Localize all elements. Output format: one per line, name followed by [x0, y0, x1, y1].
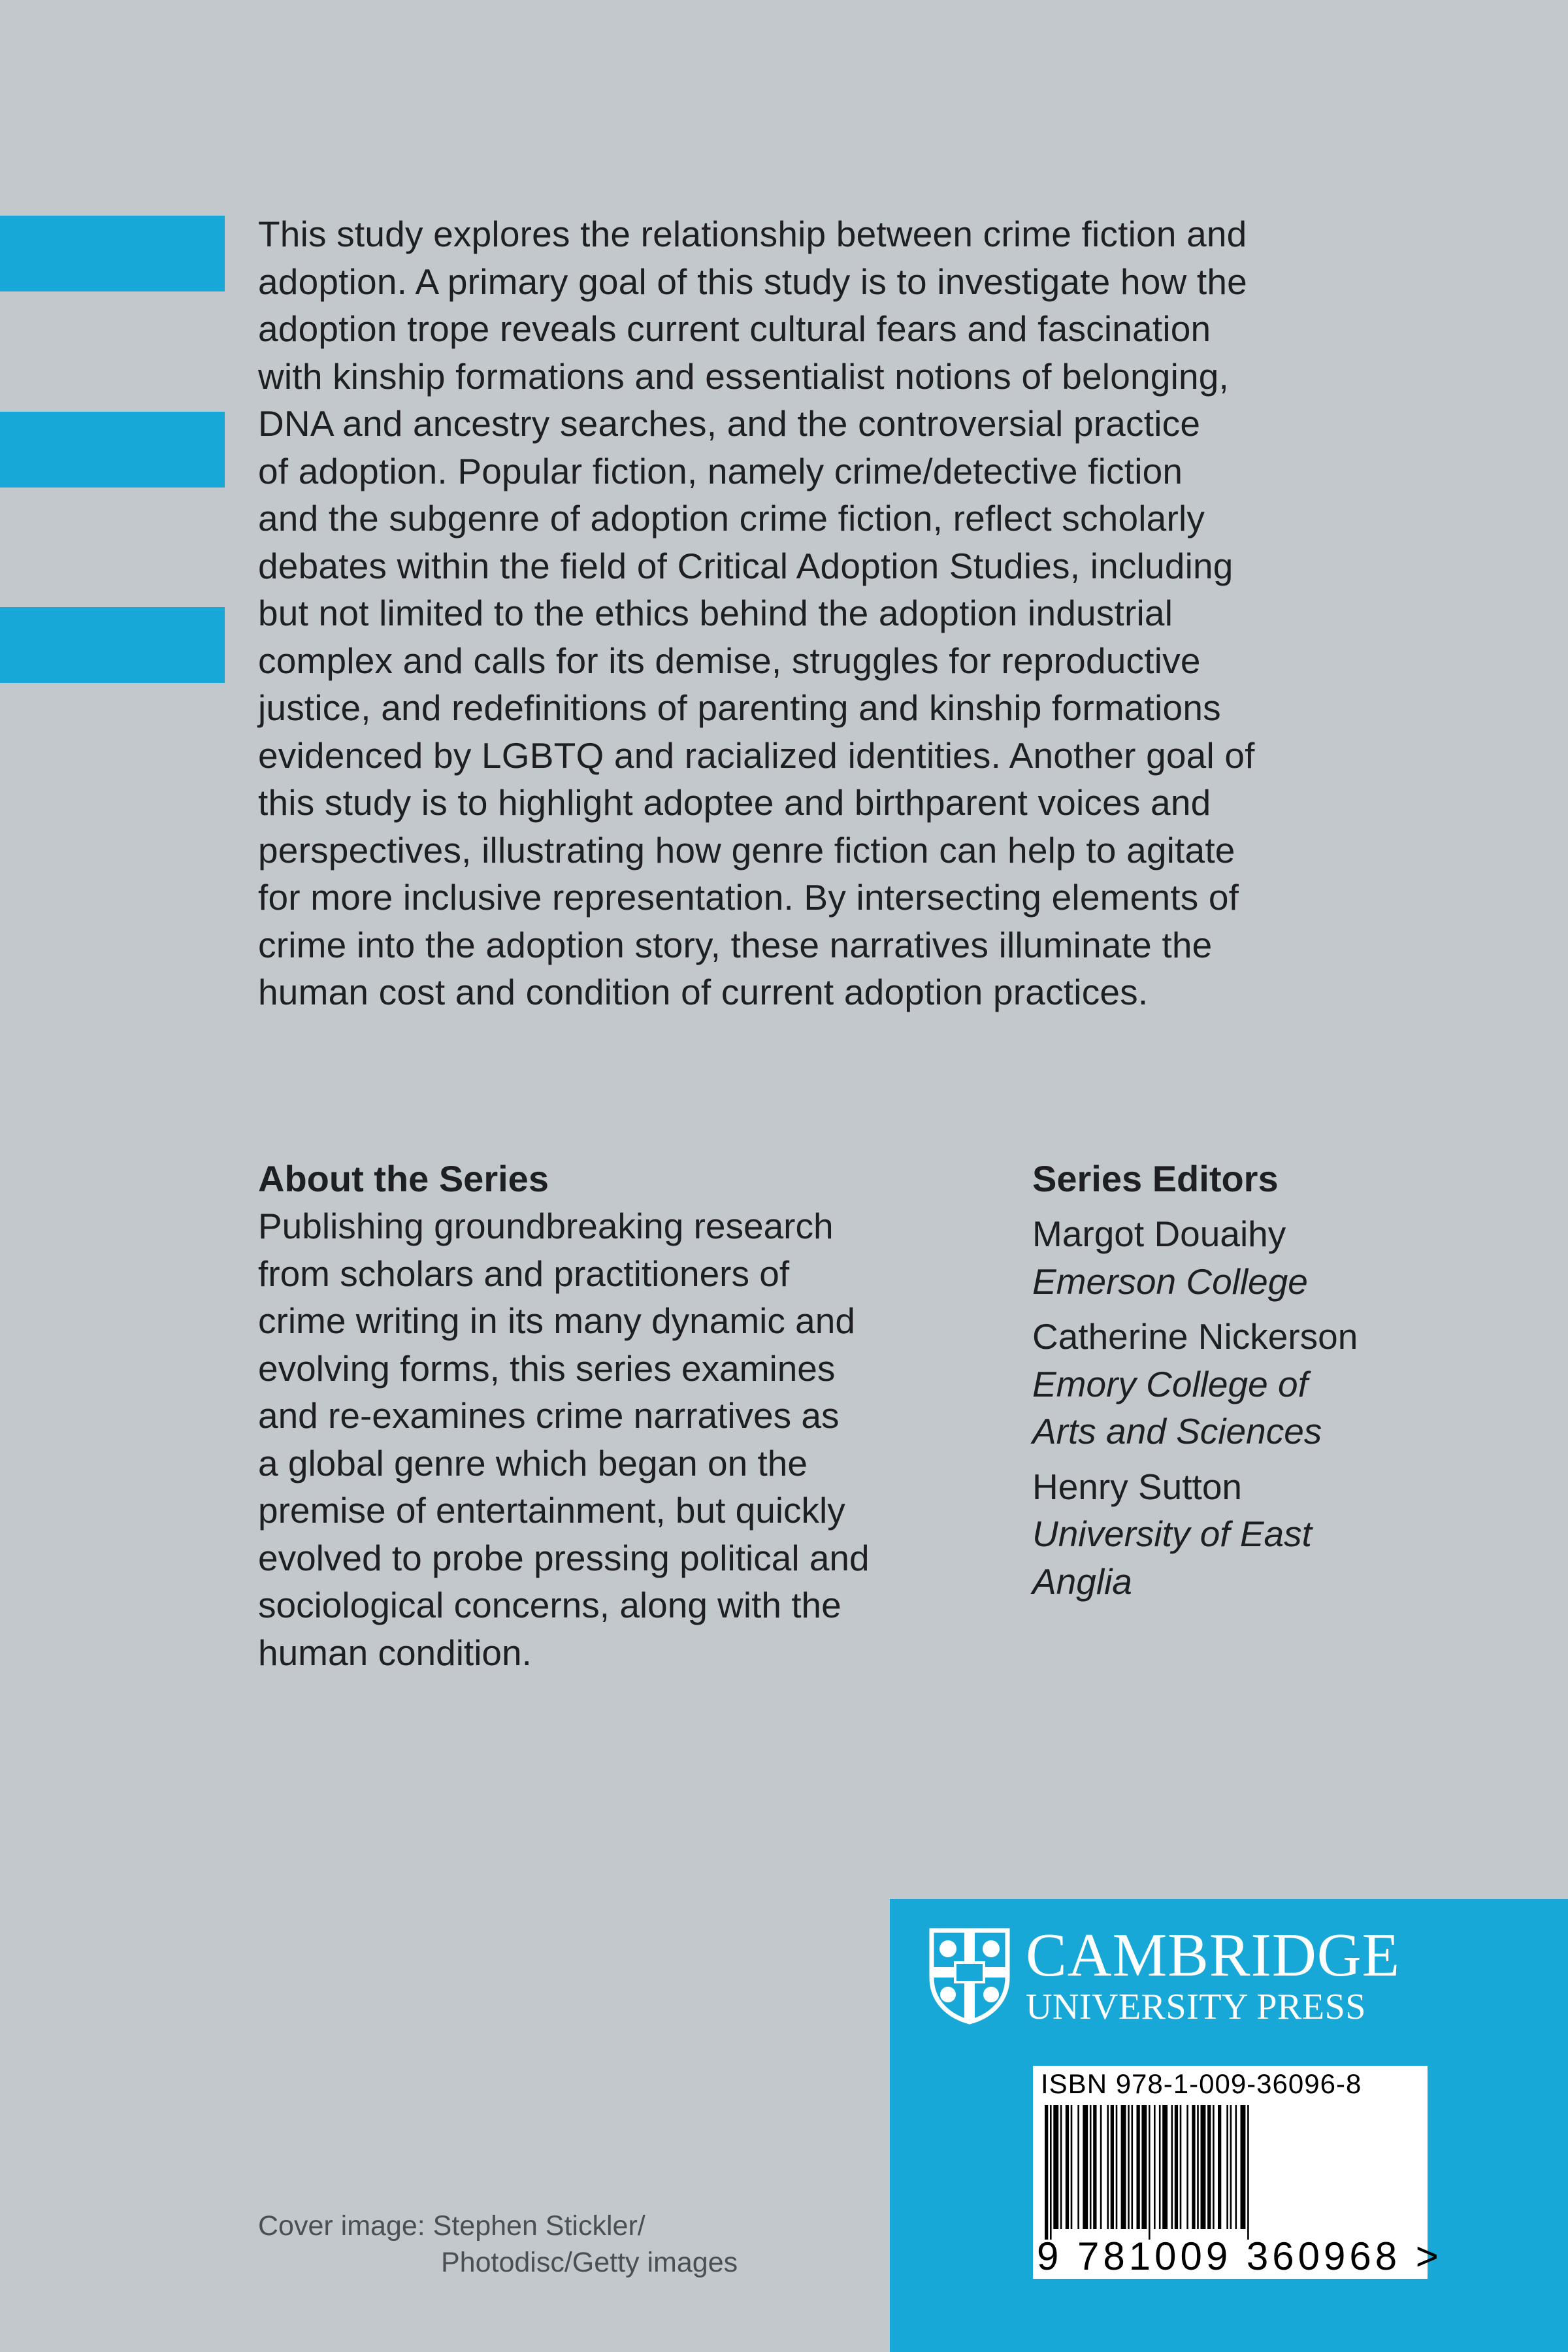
- editor-affiliation: University of East: [1032, 1514, 1312, 1554]
- editor-name: Henry Sutton: [1032, 1466, 1243, 1507]
- editor-entry: [1032, 1463, 1490, 1606]
- about-line: crime writing in its many dynamic and: [258, 1300, 855, 1341]
- about-line: sociological concerns, along with the: [258, 1585, 841, 1625]
- barcode-bar: [1192, 2105, 1195, 2229]
- barcode-bar: [1132, 2105, 1134, 2229]
- blurb-line: for more inclusive representation. By intersecting elements of: [258, 877, 1239, 918]
- isbn-barcode: [1033, 2066, 1443, 2279]
- blurb-line: justice, and redefinitions of parenting and kinship formations: [258, 687, 1221, 728]
- editor-name: Catherine Nickerson: [1032, 1316, 1358, 1357]
- barcode-bar: [1154, 2105, 1156, 2229]
- barcode-bar: [1093, 2105, 1096, 2229]
- barcode-bar: [1066, 2105, 1069, 2229]
- barcode-bar: [1213, 2105, 1215, 2229]
- editor-affiliation: Emory College of: [1032, 1363, 1308, 1404]
- publisher-name-line: UNIVERSITY PRESS: [1026, 1987, 1366, 2027]
- editors-heading: Series Editors: [1032, 1158, 1279, 1199]
- blurb-line: with kinship formations and essentialist notions of belonging,: [258, 356, 1230, 397]
- blurb-line: this study is to highlight adoptee and birthparent voices and: [258, 782, 1211, 823]
- editor-affiliation: Anglia: [1032, 1561, 1132, 1602]
- barcode-bar: [1107, 2105, 1109, 2229]
- editor-name: Margot Douaihy: [1032, 1214, 1286, 1254]
- about-line: Publishing groundbreaking research: [258, 1206, 834, 1246]
- credit-line: Photodisc/Getty images: [441, 2247, 738, 2278]
- barcode-bar: [1207, 2105, 1211, 2229]
- barcode-bar: [1083, 2105, 1088, 2229]
- about-line: from scholars and practitioners of: [258, 1253, 790, 1294]
- barcode-bar: [1077, 2105, 1079, 2229]
- blurb-line: complex and calls for its demise, struggles for reproductive: [258, 640, 1201, 681]
- book-blurb: [258, 210, 1428, 1016]
- barcode-bar: [1226, 2105, 1228, 2229]
- barcode-bar: [1060, 2105, 1062, 2229]
- publisher-name-line: CAMBRIDGE: [1026, 1921, 1401, 1989]
- accent-bar-top: [0, 216, 225, 291]
- barcode-bar: [1045, 2105, 1048, 2240]
- barcode-bar: [1116, 2105, 1118, 2229]
- about-line: evolving forms, this series examines: [258, 1348, 836, 1389]
- blurb-line: adoption. A primary goal of this study is to investigate how the: [258, 261, 1247, 302]
- barcode-bar: [1175, 2105, 1178, 2229]
- publisher-panel: [890, 1899, 1568, 2352]
- about-line: human condition.: [258, 1632, 532, 1673]
- blurb-line: evidenced by LGBTQ and racialized identities. Another goal of: [258, 735, 1255, 776]
- barcode-bar: [1218, 2105, 1221, 2229]
- barcode-bar: [1071, 2105, 1073, 2229]
- blurb-line: but not limited to the ethics behind the adoption industrial: [258, 593, 1173, 633]
- publisher-name: [1026, 1921, 1401, 2027]
- barcode-bar: [1159, 2105, 1161, 2229]
- barcode-bar: [1090, 2105, 1092, 2229]
- barcode-bar: [1050, 2105, 1052, 2240]
- ean-digits: 9 781009 360968 >: [1037, 2234, 1443, 2278]
- blurb-line: of adoption. Popular fiction, namely crime/detective fiction: [258, 450, 1183, 491]
- cover-image-credit: [258, 2208, 738, 2281]
- barcode-bar: [1171, 2105, 1173, 2229]
- blurb-line: human cost and condition of current adoption practices.: [258, 972, 1149, 1012]
- barcode-bar: [1141, 2105, 1147, 2229]
- barcode-bar: [1241, 2105, 1246, 2229]
- about-heading: About the Series: [258, 1158, 549, 1199]
- barcode-bar: [1247, 2105, 1249, 2240]
- series-editors: [1032, 1155, 1490, 1605]
- barcode-bar: [1121, 2105, 1126, 2229]
- about-line: and re-examines crime narratives as: [258, 1395, 840, 1436]
- editor-entry: [1032, 1313, 1490, 1455]
- about-line: premise of entertainment, but quickly: [258, 1490, 845, 1531]
- about-line: evolved to probe pressing political and: [258, 1537, 870, 1578]
- accent-bar-bottom: [0, 607, 225, 683]
- editor-entry: [1032, 1210, 1490, 1305]
- blurb-line: debates within the field of Critical Adoption Studies, including: [258, 545, 1233, 586]
- barcode-bar: [1186, 2105, 1188, 2229]
- accent-bar-middle: [0, 412, 225, 488]
- about-line: a global genre which began on the: [258, 1442, 808, 1483]
- barcode-bar: [1235, 2105, 1237, 2229]
- blurb-line: adoption trope reveals current cultural fears and fascination: [258, 308, 1211, 349]
- blurb-line: and the subgenre of adoption crime fiction, reflect scholarly: [258, 498, 1205, 538]
- barcode-bar: [1128, 2105, 1130, 2229]
- barcode-bar: [1230, 2105, 1232, 2229]
- barcode-bar: [1137, 2105, 1140, 2229]
- blurb-line: DNA and ancestry searches, and the controversial practice: [258, 403, 1201, 444]
- barcode-bar: [1201, 2105, 1206, 2229]
- blurb-line: perspectives, illustrating how genre fiction can help to agitate: [258, 829, 1235, 870]
- barcode-bar: [1053, 2105, 1058, 2229]
- editor-affiliation: Arts and Sciences: [1032, 1411, 1322, 1451]
- about-the-series: [258, 1155, 977, 1676]
- barcode-bar: [1180, 2105, 1182, 2229]
- barcode-bar: [1197, 2105, 1199, 2229]
- cambridge-shield-icon: [928, 1927, 1011, 2025]
- barcode-bar: [1162, 2105, 1168, 2229]
- editor-affiliation: Emerson College: [1032, 1261, 1308, 1302]
- barcode-bars: [1041, 2105, 1394, 2240]
- barcode-bar: [1111, 2105, 1114, 2229]
- isbn-label: ISBN 978-1-009-36096-8: [1041, 2068, 1362, 2099]
- blurb-line: crime into the adoption story, these narratives illuminate the: [258, 924, 1213, 965]
- credit-line: Cover image: Stephen Stickler/: [258, 2210, 645, 2242]
- barcode-bar: [1149, 2105, 1151, 2240]
- barcode-bar: [1100, 2105, 1102, 2229]
- blurb-line: This study explores the relationship between crime fiction and: [258, 214, 1247, 254]
